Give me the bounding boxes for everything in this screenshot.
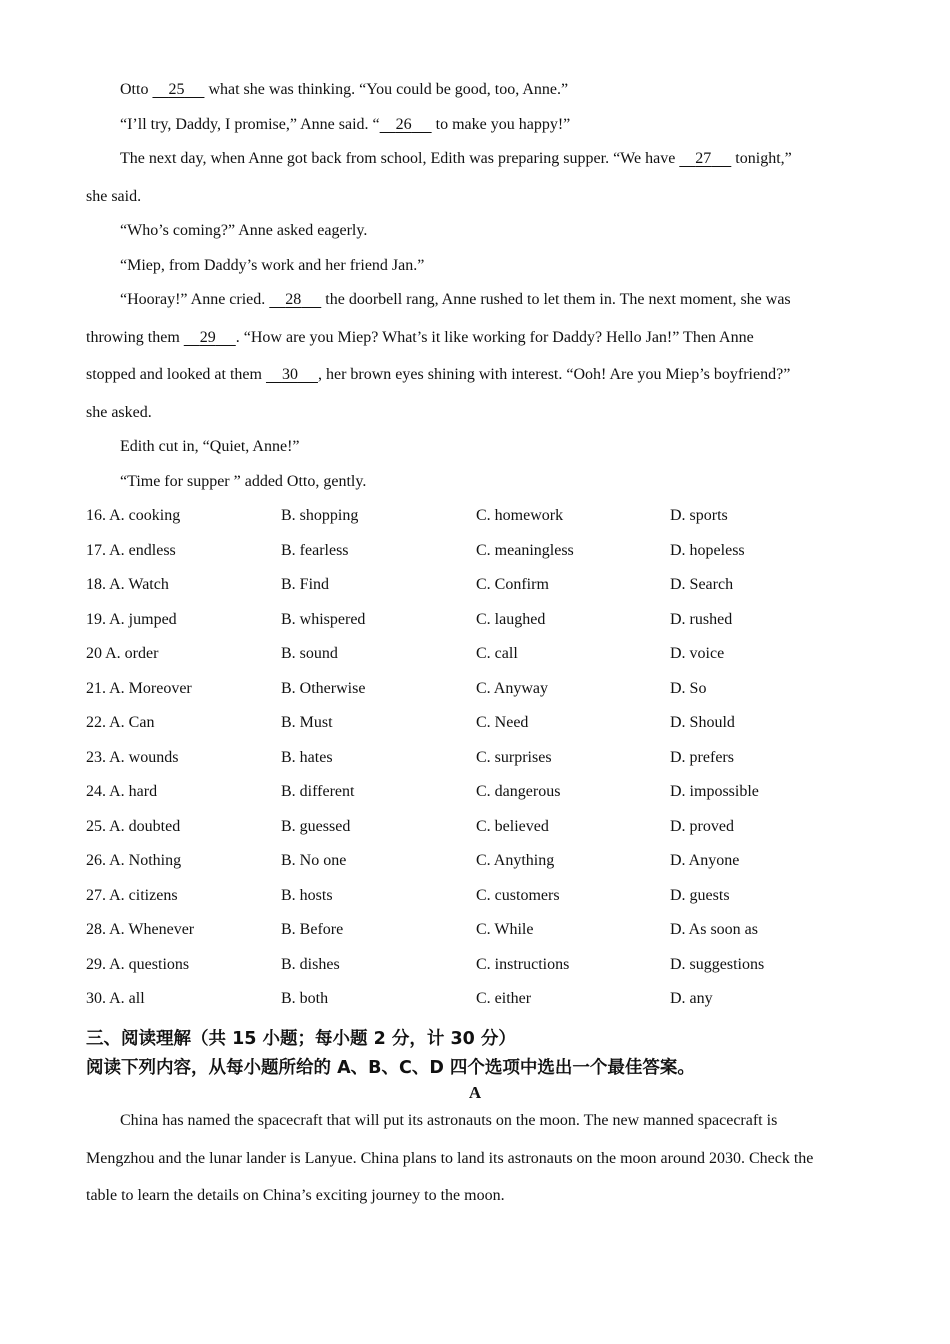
option-d: D. impossible (670, 783, 759, 800)
reading-line: China has named the spacecraft that will put its astronauts on the moon. The new manned spacecraft is (120, 1112, 778, 1129)
passage-line: Otto 25 what she was thinking. “You could be good, too, Anne.” (120, 81, 569, 98)
option-a: 19. A. jumped (86, 611, 177, 628)
option-c: C. homework (476, 507, 564, 524)
passage-line: “Miep, from Daddy’s work and her friend Jan.” (120, 257, 425, 274)
option-d: D. voice (670, 645, 725, 662)
passage-line: throwing them 29 . “How are you Miep? What’s it like working for Daddy? Hello Jan!” Then Anne (86, 329, 754, 346)
blank-29: 29 (199, 329, 216, 346)
option-c: C. Anyway (476, 680, 548, 697)
option-c: C. customers (476, 887, 560, 904)
option-b: B. Before (281, 921, 344, 938)
option-a: 27. A. citizens (86, 887, 178, 904)
option-d: D. Anyone (670, 852, 740, 869)
option-b: B. fearless (281, 542, 349, 559)
option-a: 17. A. endless (86, 542, 176, 559)
option-c: C. surprises (476, 749, 552, 766)
passage-line: “Hooray!” Anne cried. 28 the doorbell rang, Anne rushed to let them in. The next moment, she was (120, 291, 791, 308)
option-a: 24. A. hard (86, 783, 158, 800)
option-c: C. laughed (476, 611, 546, 628)
option-d: D. prefers (670, 749, 734, 766)
option-d: D. sports (670, 507, 728, 524)
passage-line: “Time for supper ” added Otto, gently. (120, 473, 367, 490)
option-b: B. Find (281, 576, 330, 593)
option-b: B. hates (281, 749, 333, 766)
option-c: C. dangerous (476, 783, 561, 800)
option-b: B. whispered (281, 611, 366, 628)
blank-25: 25 (168, 81, 185, 98)
option-d: D. suggestions (670, 956, 765, 973)
passage-line: “I’ll try, Daddy, I promise,” Anne said. “ 26 to make you happy!” (120, 116, 571, 133)
option-d: D. rushed (670, 611, 733, 628)
option-a: 29. A. questions (86, 956, 190, 973)
option-c: C. meaningless (476, 542, 574, 559)
reading-line: Mengzhou and the lunar lander is Lanyue. China plans to land its astronauts on the moon around 2030. Check the (86, 1150, 814, 1167)
option-b: B. both (281, 990, 329, 1007)
option-b: B. Otherwise (281, 680, 366, 697)
passage-line: “Who’s coming?” Anne asked eagerly. (120, 222, 368, 239)
option-c: C. Confirm (476, 576, 549, 593)
passage-line: she asked. (86, 404, 152, 421)
option-c: C. either (476, 990, 532, 1007)
option-c: C. call (476, 645, 518, 662)
blank-26: 26 (395, 116, 412, 133)
option-a: 22. A. Can (86, 714, 155, 731)
option-a: 28. A. Whenever (86, 921, 195, 938)
passage-line: she said. (86, 188, 142, 205)
option-a: 25. A. doubted (86, 818, 181, 835)
option-d: D. any (670, 990, 713, 1007)
option-b: B. dishes (281, 956, 340, 973)
option-d: D. Search (670, 576, 734, 593)
option-d: D. As soon as (670, 921, 759, 938)
passage-line: The next day, when Anne got back from school, Edith was preparing supper. “We have 27 tonight,” (120, 150, 792, 167)
option-b: B. guessed (281, 818, 351, 835)
part-label: A (468, 1083, 482, 1102)
section-title: 三、阅读理解（共 15 小题；每小题 2 分，计 30 分） (86, 1029, 516, 1049)
reading-line: table to learn the details on China’s exciting journey to the moon. (86, 1187, 505, 1204)
blank-28: 28 (285, 291, 302, 308)
option-a: 30. A. all (86, 990, 145, 1007)
option-b: B. No one (281, 852, 347, 869)
blank-30: 30 (281, 366, 298, 383)
option-a: 18. A. Watch (86, 576, 169, 593)
option-c: C. While (476, 921, 534, 938)
option-c: C. Anything (476, 852, 555, 869)
option-a: 26. A. Nothing (86, 852, 182, 869)
option-a: 21. A. Moreover (86, 680, 192, 697)
option-b: B. shopping (281, 507, 359, 524)
option-b: B. hosts (281, 887, 333, 904)
option-b: B. different (281, 783, 355, 800)
option-a: 23. A. wounds (86, 749, 179, 766)
option-d: D. guests (670, 887, 730, 904)
option-b: B. Must (281, 714, 333, 731)
option-d: D. So (670, 680, 707, 697)
option-d: D. proved (670, 818, 734, 835)
option-d: D. Should (670, 714, 735, 731)
option-c: C. instructions (476, 956, 570, 973)
option-a: 20 A. order (86, 645, 159, 662)
option-d: D. hopeless (670, 542, 745, 559)
blank-27: 27 (695, 150, 712, 167)
passage-line: Edith cut in, “Quiet, Anne!” (120, 438, 300, 455)
section-instruction: 阅读下列内容，从每小题所给的 A、B、C、D 四个选项中选出一个最佳答案。 (86, 1058, 695, 1078)
option-a: 16. A. cooking (86, 507, 181, 524)
option-b: B. sound (281, 645, 338, 662)
option-c: C. believed (476, 818, 549, 835)
passage-line: stopped and looked at them 30 , her brown eyes shining with interest. “Ooh! Are you Miep’s boyfriend?” (86, 366, 791, 383)
option-c: C. Need (476, 714, 529, 731)
